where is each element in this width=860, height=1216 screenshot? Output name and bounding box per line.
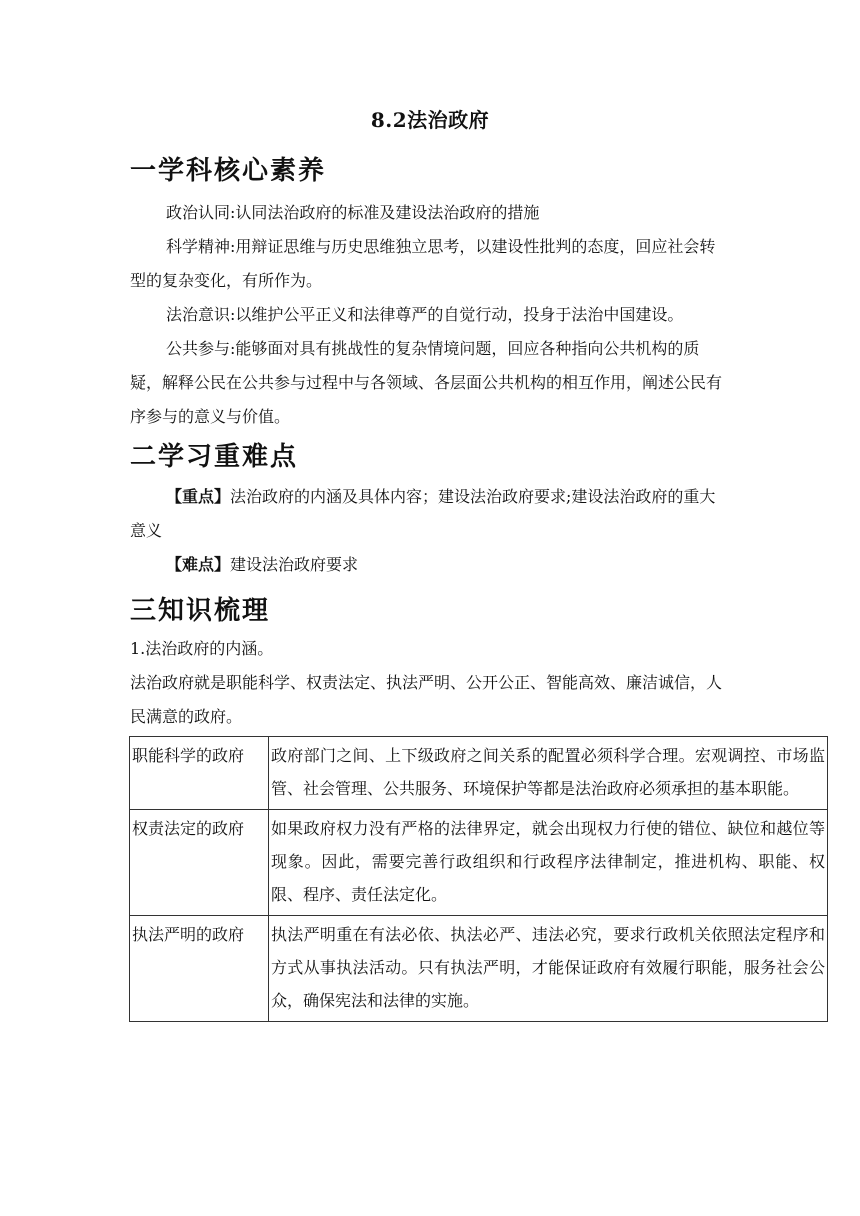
literacy-rule-of-law: 法治意识:以维护公平正义和法律尊严的自觉行动，投身于法治中国建设。	[166, 305, 684, 324]
difficulty-text: 建设法治政府要求	[230, 555, 359, 574]
literacy-scientific-spirit: 科学精神:用辩证思维与历史思维独立思考，以建设性批判的态度，回应社会转型的复杂变化，有所作为。	[130, 237, 716, 290]
page-title: 8.2法治政府	[370, 108, 490, 132]
table-row-label: 权责法定的政府	[130, 810, 269, 916]
section-heading-literacy: 一学科核心素养	[130, 156, 327, 186]
table-row-description: 如果政府权力没有严格的法律界定，就会出现权力行使的错位、缺位和越位等现象。因此，需要完善行政组织和行政程序法律制定，推进机构、职能、权限、程序、责任法定化。	[269, 810, 828, 916]
focus-text: 法治政府的内涵及具体内容；建设法治政府要求;建设法治政府的重大意义	[130, 487, 716, 540]
table-row	[130, 916, 828, 1022]
government-features-table	[129, 736, 828, 1022]
section-heading-key-points: 二学习重难点	[130, 442, 299, 472]
table-row	[130, 737, 828, 810]
table-row-description: 政府部门之间、上下级政府之间关系的配置必须科学合理。宏观调控、市场监管、社会管理、公共服务、环境保护等都是法治政府必须承担的基本职能。	[269, 737, 828, 810]
section-heading-knowledge: 三知识梳理	[130, 596, 271, 626]
knowledge-subtitle: 1.法治政府的内涵。	[130, 639, 274, 658]
difficulty-paragraph	[130, 548, 730, 582]
focus-tag: 【重点】	[166, 487, 231, 506]
focus-paragraph	[130, 480, 730, 548]
literacy-public-participation: 公共参与:能够面对具有挑战性的复杂情境问题，回应各种指向公共机构的质疑，解释公民在公共参与过程中与各领域、各层面公共机构的相互作用，阐述公民有序参与的意义与价值。	[130, 339, 723, 426]
difficulty-tag: 【难点】	[166, 555, 231, 574]
knowledge-intro: 法治政府就是职能科学、权责法定、执法严明、公开公正、智能高效、廉洁诚信，人民满意的政府。	[130, 673, 723, 726]
table-row-description: 执法严明重在有法必依、执法必严、违法必究，要求行政机关依照法定程序和方式从事执法活动。只有执法严明，才能保证政府有效履行职能，服务社会公众，确保宪法和法律的实施。	[269, 916, 828, 1022]
table-row	[130, 810, 828, 916]
table-row-label: 执法严明的政府	[130, 916, 269, 1022]
literacy-political-identity: 政治认同:认同法治政府的标准及建设法治政府的措施	[166, 203, 540, 222]
table-row-label: 职能科学的政府	[130, 737, 269, 810]
